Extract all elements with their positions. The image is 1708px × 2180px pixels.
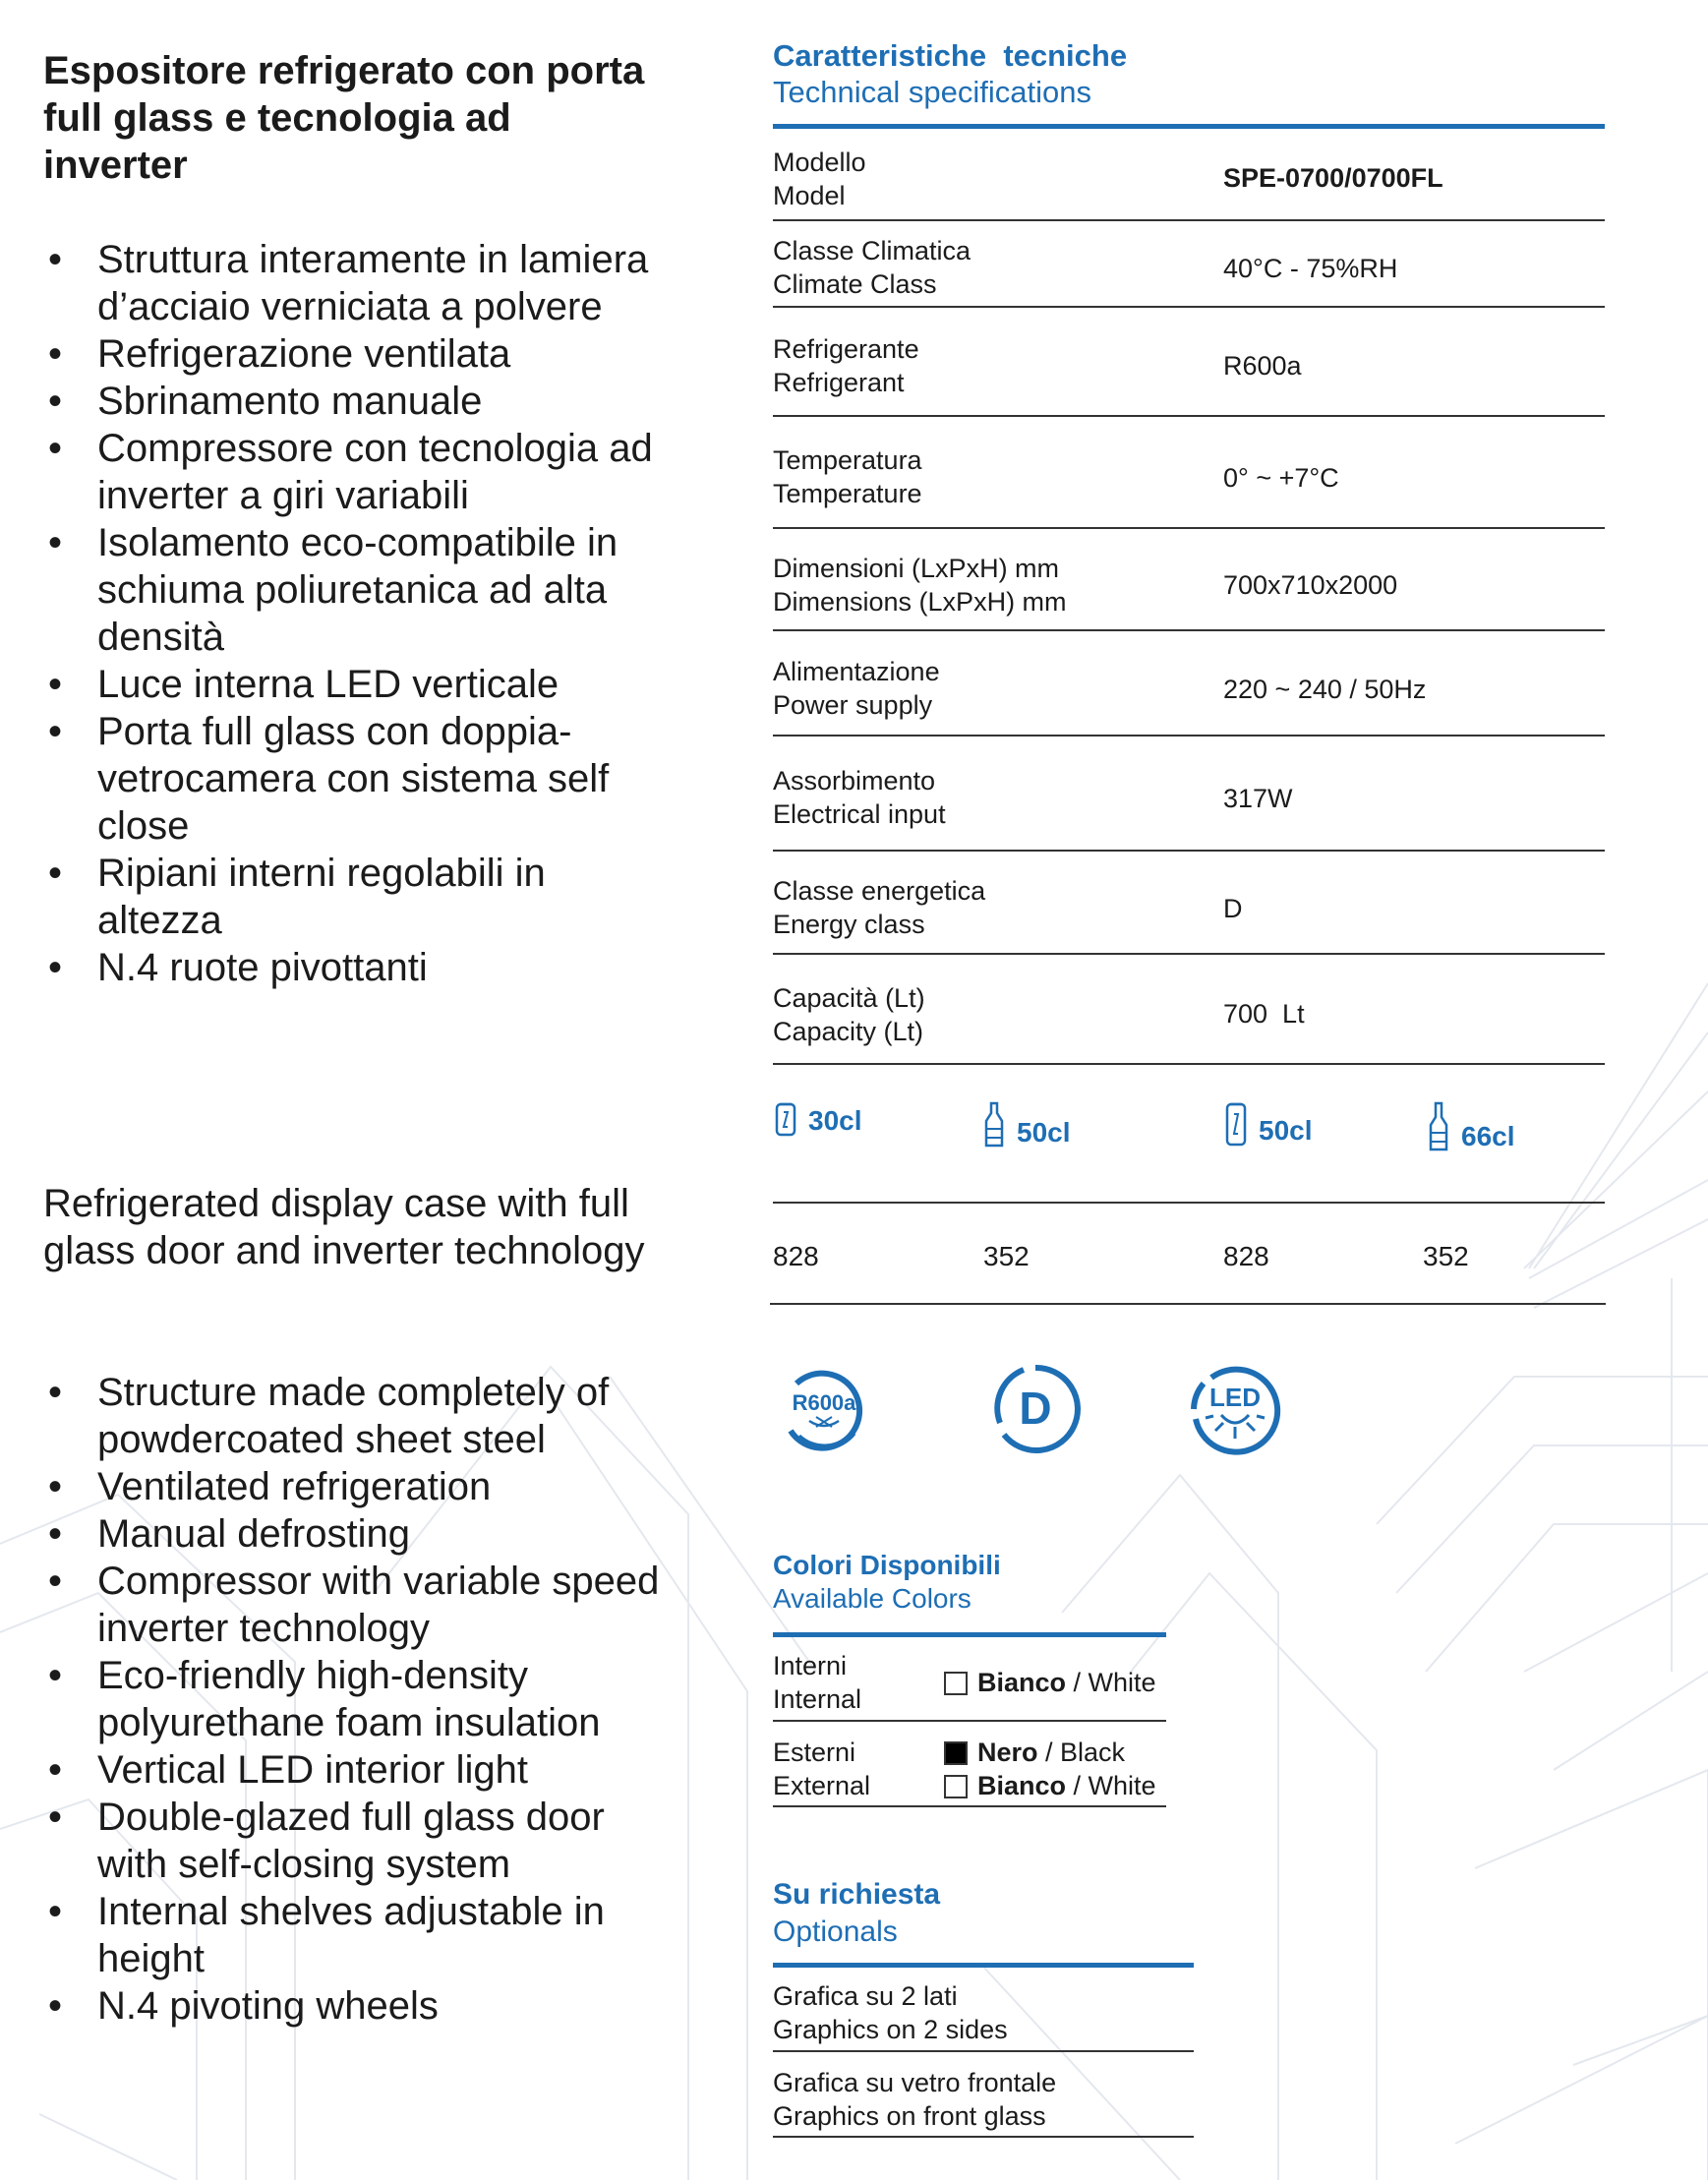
list-item: • Vertical LED interior light bbox=[43, 1746, 673, 1794]
list-item: • Double-glazed full glass door with self-closing system bbox=[43, 1794, 673, 1888]
spec-label-it: Refrigerante bbox=[773, 334, 919, 364]
colors-heading bbox=[773, 1549, 1001, 1616]
list-item: • Sbrinamento manuale bbox=[43, 378, 673, 425]
spec-label-it: Alimentazione bbox=[773, 657, 940, 686]
spec-label-it: Modello bbox=[773, 147, 866, 177]
capacity-header-label: 30cl bbox=[808, 1105, 862, 1136]
capacity-header-can-30cl bbox=[775, 1101, 862, 1137]
optional-label-en: Graphics on front glass bbox=[773, 2101, 1046, 2131]
capacity-header-label: 66cl bbox=[1461, 1121, 1515, 1151]
divider bbox=[773, 415, 1605, 417]
color-swatch bbox=[944, 1741, 968, 1765]
italian-feature-list bbox=[43, 236, 673, 991]
list-item: • Porta full glass con doppia-vetrocamera con sistema self close bbox=[43, 708, 673, 850]
spec-label-en: Power supply bbox=[773, 690, 933, 720]
spec-label-it: Capacità (Lt) bbox=[773, 983, 925, 1013]
divider bbox=[773, 527, 1605, 529]
color-option-black bbox=[944, 1736, 1125, 1769]
list-item: • Compressore con tecnologia ad inverter a giri variabili bbox=[43, 425, 673, 519]
bottle-icon bbox=[1428, 1101, 1449, 1152]
spec-label-en: Climate Class bbox=[773, 269, 937, 299]
led-badge-label: LED bbox=[1209, 1383, 1261, 1412]
specs-heading bbox=[773, 37, 1127, 110]
optional-label-it: Grafica su 2 lati bbox=[773, 1981, 958, 2011]
spec-value: 317W bbox=[1223, 784, 1293, 813]
spec-value: 40°C - 75%RH bbox=[1223, 254, 1398, 283]
spec-label-it: Assorbimento bbox=[773, 766, 936, 795]
list-item: • Luce interna LED verticale bbox=[43, 661, 673, 708]
color-option-white bbox=[944, 1769, 1156, 1802]
divider bbox=[773, 953, 1605, 955]
optionals-heading bbox=[773, 1876, 940, 1951]
optional-label-it: Grafica su vetro frontale bbox=[773, 2068, 1057, 2097]
italian-title: Espositore refrigerato con porta full glass e tecnologia ad inverter bbox=[43, 49, 645, 187]
list-item: • Internal shelves adjustable in height bbox=[43, 1888, 673, 1982]
optional-label-en: Graphics on 2 sides bbox=[773, 2015, 1008, 2044]
spec-label-en: Temperature bbox=[773, 479, 922, 508]
spec-value: D bbox=[1223, 894, 1243, 923]
colors-heading-rule bbox=[773, 1632, 1166, 1637]
can-icon bbox=[775, 1101, 796, 1137]
list-item: • N.4 pivoting wheels bbox=[43, 1982, 673, 2030]
list-item: • Ripiani interni regolabili in altezza bbox=[43, 850, 673, 944]
spec-label-it: Temperatura bbox=[773, 445, 922, 475]
color-separator: / bbox=[1066, 1668, 1089, 1697]
divider bbox=[773, 1720, 1166, 1722]
spec-label-it: Dimensioni (LxPxH) mm bbox=[773, 554, 1060, 583]
divider bbox=[773, 735, 1605, 736]
list-item: • Isolamento eco-compatibile in schiuma poliuretanica ad alta densità bbox=[43, 519, 673, 661]
divider bbox=[773, 219, 1605, 221]
color-name-en: Black bbox=[1060, 1738, 1126, 1767]
refrigerant-badge-label: R600a bbox=[792, 1390, 856, 1415]
spec-label-en: Capacity (Lt) bbox=[773, 1017, 924, 1046]
color-name-en: White bbox=[1088, 1668, 1156, 1697]
color-name-it: Nero bbox=[977, 1738, 1038, 1767]
capacity-value: 352 bbox=[983, 1241, 1030, 1271]
spec-label-it: Classe energetica bbox=[773, 876, 986, 906]
led-light-badge-icon bbox=[1188, 1362, 1282, 1456]
spec-value: 700x710x2000 bbox=[1223, 570, 1398, 600]
specs-heading-en: Technical specifications bbox=[773, 75, 1091, 109]
english-feature-list bbox=[43, 1369, 673, 2030]
spec-label-en: Energy class bbox=[773, 910, 925, 939]
color-option-white bbox=[944, 1666, 1156, 1699]
spec-value: R600a bbox=[1223, 351, 1302, 381]
spec-value: SPE-0700/0700FL bbox=[1223, 163, 1443, 193]
list-item: • Compressor with variable speed inverter technology bbox=[43, 1558, 673, 1652]
colors-label-en: External bbox=[773, 1771, 871, 1800]
optionals-heading-en: Optionals bbox=[773, 1915, 898, 1948]
spec-label-en: Electrical input bbox=[773, 799, 946, 829]
list-item: • Ventilated refrigeration bbox=[43, 1463, 673, 1510]
refrigerant-badge-icon bbox=[777, 1362, 871, 1456]
capacity-value: 828 bbox=[773, 1241, 819, 1271]
divider bbox=[773, 306, 1605, 308]
optionals-heading-it: Su richiesta bbox=[773, 1878, 941, 1911]
color-swatch bbox=[944, 1775, 968, 1798]
optionals-heading-rule bbox=[773, 1963, 1194, 1968]
spec-label-en: Model bbox=[773, 181, 846, 210]
bottle-icon bbox=[983, 1101, 1005, 1149]
spec-value: 700 Lt bbox=[1223, 999, 1305, 1029]
capacity-header-can-50cl bbox=[1225, 1101, 1313, 1147]
specs-heading-rule bbox=[773, 124, 1605, 129]
list-item: • Struttura interamente in lamiera d’acciaio verniciata a polvere bbox=[43, 236, 673, 330]
spec-value: 220 ~ 240 / 50Hz bbox=[1223, 675, 1427, 704]
list-item: • Eco-friendly high-density polyurethane foam insulation bbox=[43, 1652, 673, 1746]
list-item: • Manual defrosting bbox=[43, 1510, 673, 1558]
capacity-value: 828 bbox=[1223, 1241, 1269, 1271]
divider bbox=[773, 1805, 1166, 1807]
divider bbox=[773, 850, 1605, 852]
divider bbox=[773, 1202, 1605, 1204]
colors-heading-en: Available Colors bbox=[773, 1583, 972, 1614]
color-name-en: White bbox=[1088, 1771, 1156, 1800]
divider bbox=[773, 629, 1605, 631]
colors-label-it: Esterni bbox=[773, 1738, 856, 1767]
spec-label-en: Dimensions (LxPxH) mm bbox=[773, 587, 1067, 617]
colors-label-it: Interni bbox=[773, 1651, 848, 1680]
specs-heading-it: Caratteristiche tecniche bbox=[773, 38, 1128, 73]
divider bbox=[773, 2050, 1194, 2052]
spec-label-it: Classe Climatica bbox=[773, 236, 972, 265]
capacity-header-label: 50cl bbox=[1017, 1117, 1071, 1148]
list-item: • Refrigerazione ventilata bbox=[43, 330, 673, 378]
divider bbox=[773, 2136, 1194, 2138]
colors-heading-it: Colori Disponibili bbox=[773, 1550, 1001, 1580]
list-item: • Structure made completely of powdercoated sheet steel bbox=[43, 1369, 673, 1463]
can-icon bbox=[1225, 1101, 1247, 1147]
list-item: • N.4 ruote pivottanti bbox=[43, 944, 673, 991]
color-name-it: Bianco bbox=[977, 1771, 1067, 1800]
capacity-value: 352 bbox=[1423, 1241, 1469, 1271]
optional-item bbox=[773, 2066, 1056, 2133]
colors-label-en: Internal bbox=[773, 1684, 862, 1714]
divider bbox=[770, 1303, 1606, 1305]
color-separator: / bbox=[1037, 1738, 1061, 1767]
color-separator: / bbox=[1066, 1771, 1089, 1800]
color-name-it: Bianco bbox=[977, 1668, 1067, 1697]
optional-item bbox=[773, 1979, 1008, 2046]
capacity-header-bottle-66cl bbox=[1428, 1101, 1515, 1152]
english-title: Refrigerated display case with full glass door and inverter technology bbox=[43, 1182, 645, 1272]
energy-class-badge-label: D bbox=[1019, 1383, 1052, 1434]
spec-value: 0° ~ +7°C bbox=[1223, 463, 1339, 493]
capacity-header-label: 50cl bbox=[1259, 1115, 1313, 1146]
spec-label-en: Refrigerant bbox=[773, 368, 905, 397]
color-swatch bbox=[944, 1672, 968, 1695]
divider bbox=[773, 1063, 1605, 1065]
energy-class-badge-icon bbox=[988, 1362, 1083, 1456]
capacity-header-bottle-50cl bbox=[983, 1101, 1071, 1149]
